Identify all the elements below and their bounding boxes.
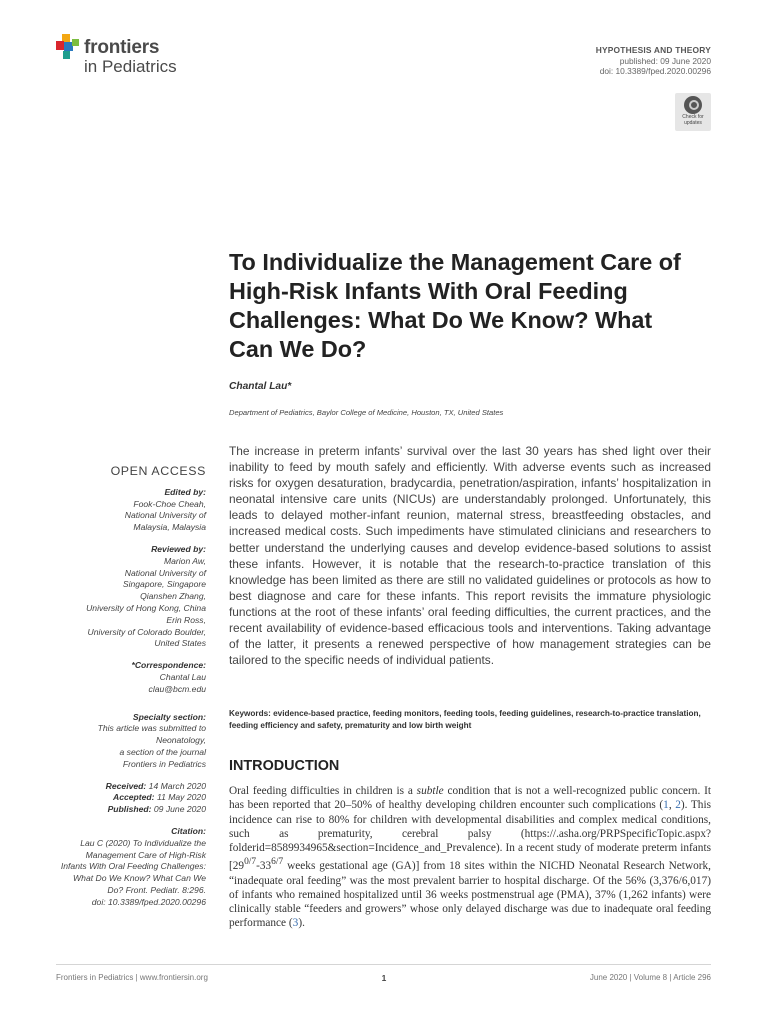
article-title: To Individualize the Management Care of High-Risk Infants With Oral Feeding Challenges: What Do We Know? What Can We Do? (229, 249, 681, 362)
reviewer-info: Marion Aw, National University of Singapore, Singapore Qianshen Zhang, University of Hong Kong, China Erin Ross, University of Colorado Boulder, United States (86, 555, 206, 649)
article-dates: Received: 14 March 2020 Accepted: 11 May 2020 Published: 09 June 2020 (105, 780, 206, 815)
article-info-sidebar (46, 466, 206, 909)
accepted-date: 11 May 2020 (156, 792, 206, 803)
correspondence-email-link[interactable]: clau@bcm.edu (148, 683, 206, 694)
reviewed-by-label: Reviewed by: (151, 543, 206, 554)
doi-link[interactable]: doi: 10.3389/fped.2020.00296 (599, 66, 711, 76)
citation-link-3[interactable]: 3 (292, 917, 299, 930)
published-date: published: 09 June 2020 (619, 55, 711, 66)
citation-text: Lau C (2020) To Individualize the Management Care of High-Risk Infants With Oral Feeding Challenges: What Do We Know? What Can We Do? Front. Pediatr. 8:296. doi: 10.3389/fped.2020.00296 (60, 837, 206, 907)
check-for-updates-label: Check for updates (682, 114, 704, 126)
abstract-text: The increase in preterm infants’ survival over the last 30 years has shed light over their inability to feed by mouth safely and efficiently. With adverse events such as increased risks for oxygen desaturation, bradycardia, penetration/aspiration, infants’ hospitalization in neonatal intensive care units (NICUs) are understandably prolonged. Unfortunately, this leads to delayed mother-infant reunion, maternal stress, breastfeeding obstacles, and increased medical costs. Such impediments have stimulated clinicians and researchers to better understand the underlying causes and develop evidence-based solutions to assist these infants. However, it is notable that the research-to-practice translation of this knowledge has been limited as there are still no validated guidelines or protocols as how to best diagnose and care for these infants. This report revisits the immature physiologic functions at the root of these infants’ oral feeding difficulties, the current practices, and the recent availability of evidence-based efficacious tools and interventions. Taking advantage of the latter, it presents a renewed perspective of how management strategies can be tailored to the specific needs of individual patients. (229, 444, 711, 668)
sidebar-published-date: 09 June 2020 (153, 804, 206, 815)
footer-journal-link[interactable]: Frontiers in Pediatrics | www.frontiersin.org (56, 973, 208, 982)
correspondence-label: *Correspondence: (131, 660, 206, 671)
crossmark-icon (684, 96, 702, 114)
introduction-paragraph: Oral feeding difficulties in children is a subtle condition that is not a well-recognized public concern. It has been reported that 20–50% of healthy developing children encounter such complications (1, 2). This incidence can rise to 80% for children with developmental disabilities and complex medical conditions, such as prematurity, cerebral palsy (https://.asha.org/PRPSpecificTopic.aspx?folderid=8589934965&section=Incidence_and_Prevalence). In a recent study of moderate preterm infants [$29^{0/7}-33^{6/7}$ weeks gestational age (GA)] from 18 sites within the NICHD Neonatal Research Network, “inadequate oral feeding” was the most prevalent barrier to hospital discharge. Of the 56% (3,376/6,017) of infants who remained hospitalized until 36 weeks postmenstrual age (PMA), 37% (1,262 infants) were clinically stable “feeders and growers” whose only delayed discharge was due to inadequate oral feeding performance (3). (229, 785, 711, 930)
author-name[interactable]: Chantal Lau* (229, 381, 292, 392)
specialty-section-label: Specialty section: (132, 711, 206, 722)
footer-issue-info: June 2020 | Volume 8 | Article 296 (589, 973, 711, 982)
footer-divider (56, 964, 711, 965)
keywords: Keywords: evidence-based practice, feeding monitors, feeding tools, feeding guidelines, research-to-practice translation, feeding efficiency and safety, prematurity and low birth weight (229, 709, 701, 731)
edited-by-label: Edited by: (164, 486, 206, 497)
page-number: 1 (381, 973, 387, 983)
introduction-heading: INTRODUCTION (229, 758, 340, 774)
frontiers-logo-icon (56, 34, 80, 60)
citation-link-2[interactable]: 2 (675, 799, 681, 812)
editor-info: Fook-Choe Cheah, National University of Malaysia, Malaysia (124, 498, 206, 533)
article-type: HYPOTHESIS AND THEORY (595, 45, 711, 55)
author-affiliation: Department of Pediatrics, Baylor College of Medicine, Houston, TX, United States (229, 408, 504, 417)
logo-text-journal: in Pediatrics (84, 57, 177, 76)
received-date: 14 March 2020 (148, 780, 206, 791)
check-for-updates-button[interactable] (675, 93, 711, 131)
correspondence-info: Chantal Lau clau@bcm.edu (46, 672, 206, 696)
specialty-section-info: This article was submitted to Neonatology, a section of the journal Frontiers in Pediatrics (97, 723, 206, 769)
citation-link-1[interactable]: 1 (663, 799, 669, 812)
logo-text-frontiers: frontiers (84, 37, 160, 58)
article-meta (596, 45, 711, 77)
frontiers-logo[interactable] (56, 34, 216, 80)
citation-label: Citation: (171, 825, 206, 836)
open-access-label: OPEN ACCESS (110, 464, 206, 478)
